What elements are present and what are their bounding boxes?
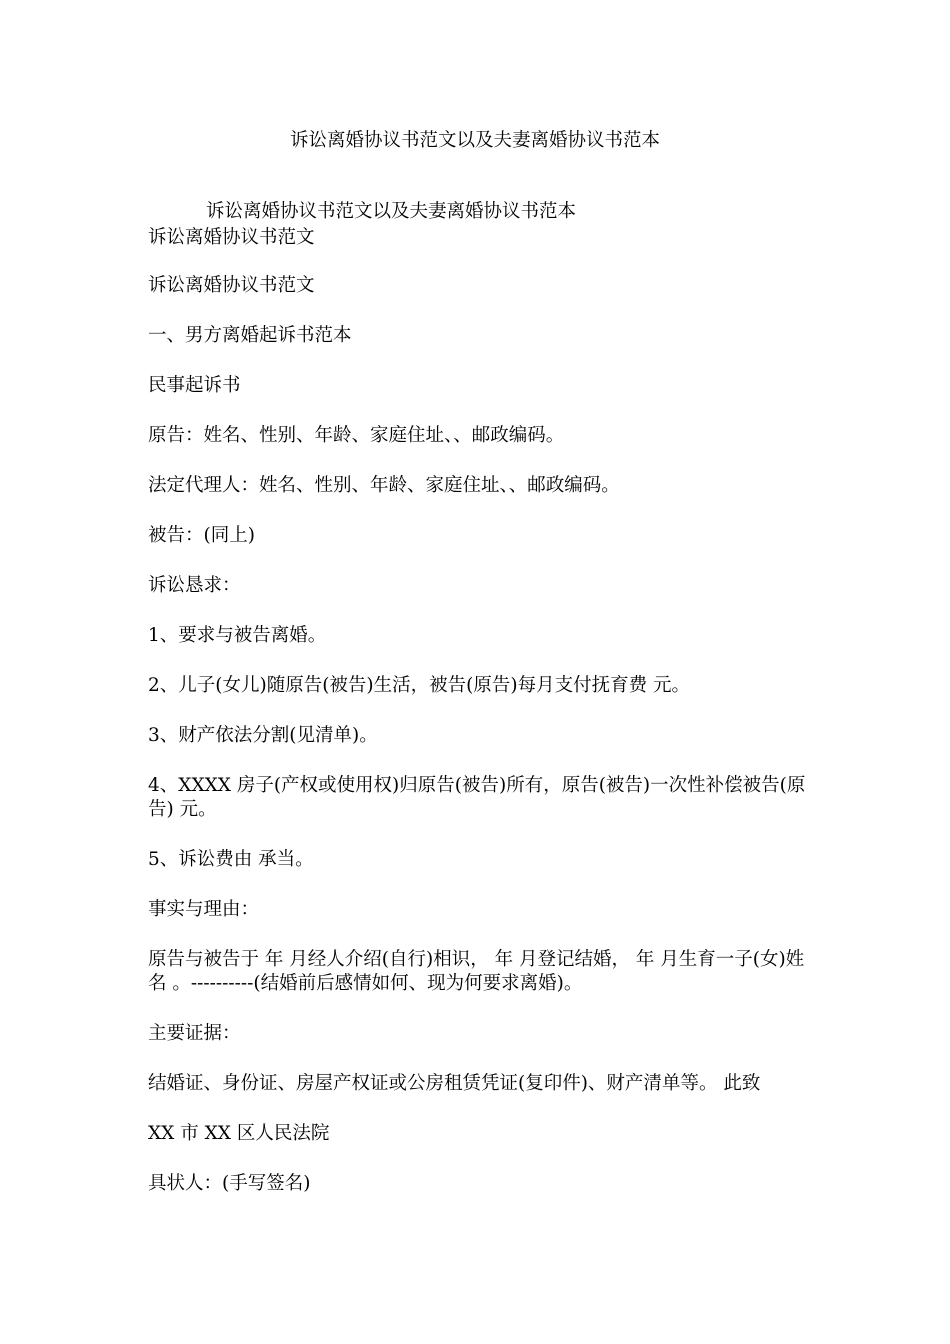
claim-item: 2、儿子(女儿)随原告(被告)生活，被告(原告)每月支付抚育费 元。 bbox=[148, 675, 690, 696]
evidence-paragraph: 结婚证、身份证、房屋产权证或公房租赁凭证(复印件)、财产清单等。 此致 bbox=[148, 1073, 761, 1094]
facts-label: 事实与理由： bbox=[148, 899, 260, 920]
document-subtitle: 诉讼离婚协议书范文以及夫妻离婚协议书范本 bbox=[206, 201, 577, 222]
claim-item: 4、XXXX 房子(产权或使用权)归原告(被告)所有，原告(被告)一次性补偿被告(原告) 元。 bbox=[148, 775, 806, 820]
plaintiff-line: 原告：姓名、性别、年龄、家庭住址、、邮政编码。 bbox=[148, 425, 565, 446]
claim-item: 5、诉讼费由 承当。 bbox=[148, 849, 314, 870]
heading-2: 诉讼离婚协议书范文 bbox=[148, 275, 315, 296]
court-name: XX 市 XX 区人民法院 bbox=[148, 1123, 330, 1144]
legal-representative-line: 法定代理人：姓名、性别、年龄、家庭住址、、邮政编码。 bbox=[148, 475, 620, 496]
signer-line: 具状人：(手写签名) bbox=[148, 1173, 311, 1194]
defendant-line: 被告：(同上) bbox=[148, 525, 255, 546]
document-type: 民事起诉书 bbox=[148, 375, 241, 396]
document-title: 诉讼离婚协议书范文以及夫妻离婚协议书范本 bbox=[289, 130, 660, 151]
evidence-label: 主要证据： bbox=[148, 1023, 241, 1044]
claim-item: 3、财产依法分割(见清单)。 bbox=[148, 725, 378, 746]
heading-1: 诉讼离婚协议书范文 bbox=[148, 227, 315, 248]
section-title: 一、男方离婚起诉书范本 bbox=[148, 325, 352, 346]
claim-item: 1、要求与被告离婚。 bbox=[148, 625, 327, 646]
facts-paragraph: 原告与被告于 年 月经人介绍(自行)相识， 年 月登记结婚， 年 月生育一子(女)姓名 。----------(结婚前后感情如何、现为何要求离婚)。 bbox=[148, 949, 805, 994]
claims-label: 诉讼恳求： bbox=[148, 575, 241, 596]
